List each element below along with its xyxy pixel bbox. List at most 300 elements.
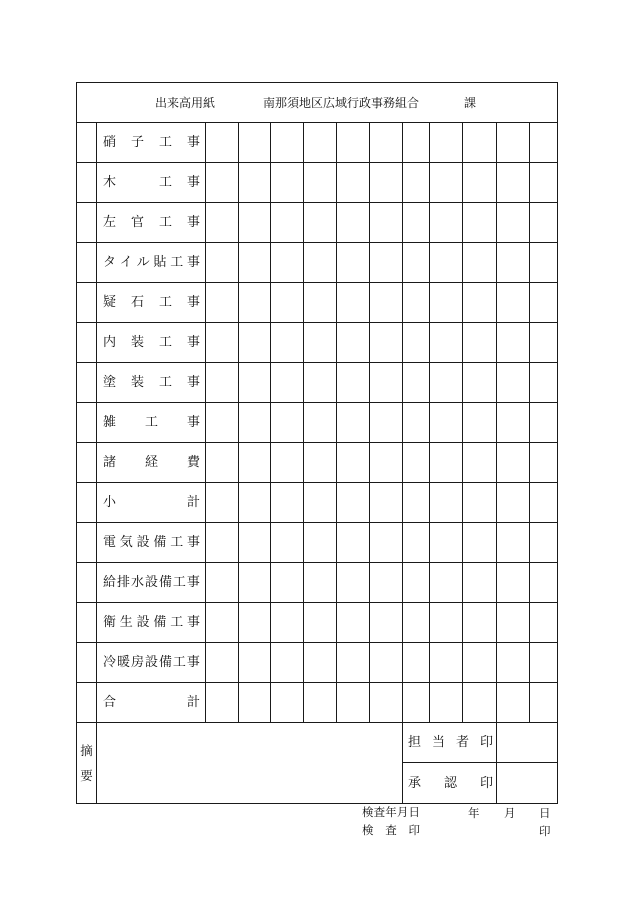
row-margin-cell — [77, 563, 97, 603]
amount-cell — [271, 243, 304, 283]
label-char: 事 — [186, 375, 200, 390]
label-char: 事 — [186, 295, 200, 310]
label-char: 年 — [385, 805, 397, 820]
amount-cell — [206, 483, 239, 523]
amount-cell — [304, 523, 337, 563]
organization-name: 南那須地区広域行政事務組合 — [263, 95, 420, 110]
row-margin-cell — [77, 163, 97, 203]
label-char: 担 — [408, 735, 422, 750]
work-item-row — [77, 643, 558, 683]
work-item-label — [103, 536, 200, 549]
amount-cell — [403, 603, 430, 643]
amount-cell — [337, 243, 370, 283]
label-char: 硝 — [103, 135, 117, 150]
amount-cell — [497, 203, 530, 243]
label-char: 認 — [443, 775, 457, 791]
amount-cell — [271, 523, 304, 563]
label-char: 冷 — [103, 655, 117, 670]
label-char: 水 — [130, 575, 144, 590]
amount-cell — [430, 523, 463, 563]
amount-cell — [239, 603, 271, 643]
amount-cell — [337, 523, 370, 563]
amount-cell — [403, 563, 430, 603]
row-margin-cell — [77, 483, 97, 523]
label-char: 工 — [170, 535, 184, 550]
amount-cell — [463, 283, 497, 323]
inspection-seal-line — [0, 822, 600, 840]
amount-cell — [403, 243, 430, 283]
work-item-label-cell — [97, 123, 206, 163]
work-item-row — [77, 283, 558, 323]
work-item-label-cell — [97, 563, 206, 603]
form-header-cell — [77, 83, 558, 123]
amount-cell — [370, 643, 403, 683]
label-char: 事 — [186, 255, 200, 270]
form-header-row — [77, 83, 558, 123]
amount-cell — [430, 363, 463, 403]
amount-cell — [370, 403, 403, 443]
amount-cell — [530, 323, 558, 363]
amount-cell — [337, 163, 370, 203]
amount-cell — [497, 523, 530, 563]
amount-cell — [337, 283, 370, 323]
row-margin-cell — [77, 523, 97, 563]
work-item-row — [77, 403, 558, 443]
amount-cell — [430, 323, 463, 363]
form-header-section — [77, 83, 558, 123]
progress-form-table — [76, 82, 558, 804]
work-item-label-cell — [97, 203, 206, 243]
amount-cell — [403, 323, 430, 363]
amount-cell — [403, 283, 430, 323]
amount-cell — [403, 163, 430, 203]
approval-seal-label-cell — [403, 763, 497, 804]
label-char: 内 — [103, 335, 117, 350]
amount-cell — [239, 163, 271, 203]
label-char: 官 — [130, 215, 144, 230]
label-char: 査 — [385, 823, 397, 838]
amount-cell — [463, 643, 497, 683]
label-char: 子 — [130, 135, 144, 150]
amount-cell — [370, 243, 403, 283]
amount-cell — [337, 403, 370, 443]
work-item-label — [103, 656, 200, 669]
label-char: 事 — [186, 215, 200, 230]
amount-cell — [403, 403, 430, 443]
label-char: 日 — [408, 805, 420, 820]
work-item-label — [103, 496, 200, 509]
amount-cell — [206, 403, 239, 443]
work-item-label-cell — [97, 443, 206, 483]
inspection-date-line — [0, 804, 600, 822]
label-char: 承 — [408, 775, 422, 791]
row-margin-cell — [77, 683, 97, 723]
amount-cell — [463, 363, 497, 403]
work-item-row — [77, 483, 558, 523]
amount-cell — [497, 603, 530, 643]
amount-cell — [271, 123, 304, 163]
amount-cell — [304, 363, 337, 403]
work-item-row — [77, 323, 558, 363]
work-item-label — [103, 256, 200, 269]
row-margin-cell — [77, 243, 97, 283]
amount-cell — [463, 163, 497, 203]
work-item-label-cell — [97, 523, 206, 563]
work-item-row — [77, 443, 558, 483]
amount-cell — [206, 563, 239, 603]
label-char: 計 — [186, 495, 200, 510]
amount-cell — [497, 123, 530, 163]
work-item-label-cell — [97, 363, 206, 403]
staff-seal-box — [497, 723, 558, 763]
amount-cell — [337, 643, 370, 683]
amount-cell — [304, 123, 337, 163]
work-item-label-cell — [97, 283, 206, 323]
label-char: 当 — [431, 735, 445, 750]
label-char: 設 — [144, 655, 158, 670]
inspection-date-label — [362, 804, 420, 822]
amount-cell — [239, 683, 271, 723]
amount-cell — [530, 403, 558, 443]
label-char: 月 — [396, 805, 409, 820]
amount-cell — [463, 683, 497, 723]
label-char: 事 — [186, 415, 200, 430]
work-item-row — [77, 203, 558, 243]
amount-cell — [430, 203, 463, 243]
amount-cell — [430, 283, 463, 323]
amount-cell — [304, 203, 337, 243]
staff-seal-label-cell — [403, 723, 497, 763]
label-char: 排 — [116, 575, 130, 590]
amount-cell — [239, 443, 271, 483]
amount-cell — [271, 563, 304, 603]
amount-cell — [206, 683, 239, 723]
label-char: 暖 — [116, 655, 130, 670]
label-char: 査 — [373, 805, 386, 820]
amount-cell — [370, 123, 403, 163]
amount-cell — [239, 523, 271, 563]
amount-cell — [304, 243, 337, 283]
amount-cell — [530, 123, 558, 163]
amount-cell — [239, 323, 271, 363]
label-char: 備 — [158, 575, 172, 590]
label-char: 費 — [186, 455, 200, 470]
label-char: 工 — [172, 655, 186, 670]
amount-cell — [206, 283, 239, 323]
label-char: 工 — [158, 175, 172, 190]
amount-cell — [239, 363, 271, 403]
label-char: 生 — [119, 615, 133, 630]
remarks-row-staff — [77, 723, 558, 763]
amount-cell — [403, 443, 430, 483]
amount-cell — [463, 443, 497, 483]
amount-cell — [370, 363, 403, 403]
amount-cell — [337, 483, 370, 523]
label-char: 装 — [130, 335, 144, 350]
work-item-label-cell — [97, 603, 206, 643]
label-char: 事 — [186, 575, 200, 590]
label-char: タ — [103, 255, 117, 270]
amount-cell — [239, 563, 271, 603]
amount-cell — [530, 563, 558, 603]
amount-cell — [530, 243, 558, 283]
label-char: 工 — [144, 415, 158, 430]
amount-cell — [463, 603, 497, 643]
amount-cell — [304, 443, 337, 483]
row-margin-cell — [77, 603, 97, 643]
amount-cell — [239, 283, 271, 323]
remarks-area — [97, 723, 403, 804]
amount-cell — [370, 603, 403, 643]
amount-cell — [370, 563, 403, 603]
amount-cell — [530, 283, 558, 323]
amount-cell — [430, 123, 463, 163]
label-char: 合 — [103, 695, 117, 710]
row-margin-cell — [77, 643, 97, 683]
work-item-label — [103, 416, 200, 429]
label-char: 印 — [479, 735, 493, 750]
amount-cell — [430, 443, 463, 483]
row-margin-cell — [77, 283, 97, 323]
work-item-label — [103, 696, 200, 709]
label-char: 工 — [158, 375, 172, 390]
amount-cell — [430, 243, 463, 283]
amount-cell — [337, 683, 370, 723]
label-char: 備 — [158, 655, 172, 670]
label-char: ル — [136, 255, 150, 270]
work-item-label-cell — [97, 643, 206, 683]
amount-cell — [430, 563, 463, 603]
amount-cell — [530, 683, 558, 723]
amount-cell — [337, 323, 370, 363]
amount-cell — [271, 203, 304, 243]
amount-cell — [403, 123, 430, 163]
amount-cell — [497, 243, 530, 283]
work-item-label — [103, 576, 200, 589]
label-char: 印 — [408, 823, 420, 838]
amount-cell — [530, 483, 558, 523]
amount-cell — [497, 443, 530, 483]
amount-cell — [271, 483, 304, 523]
amount-cell — [370, 323, 403, 363]
label-char: イ — [119, 255, 133, 270]
label-char: 電 — [103, 535, 117, 550]
row-margin-cell — [77, 443, 97, 483]
work-item-label — [103, 296, 200, 309]
amount-cell — [403, 683, 430, 723]
label-char: 小 — [103, 495, 117, 510]
work-item-row — [77, 683, 558, 723]
label-char: 塗 — [103, 375, 117, 390]
label-char: 房 — [130, 655, 144, 670]
label-char: 工 — [158, 335, 172, 350]
label-char: 事 — [186, 175, 200, 190]
label-char: 気 — [119, 535, 133, 550]
amount-cell — [239, 243, 271, 283]
work-item-label — [103, 376, 200, 389]
work-item-label-cell — [97, 483, 206, 523]
label-char: 工 — [170, 255, 184, 270]
label-char: 工 — [170, 615, 184, 630]
row-margin-cell — [77, 203, 97, 243]
amount-cell — [206, 123, 239, 163]
label-char: 木 — [103, 175, 117, 190]
amount-cell — [463, 203, 497, 243]
amount-cell — [530, 523, 558, 563]
work-item-label — [103, 136, 200, 149]
amount-cell — [337, 603, 370, 643]
amount-cell — [337, 363, 370, 403]
inspection-seal-label — [362, 822, 420, 840]
amount-cell — [497, 323, 530, 363]
amount-cell — [430, 483, 463, 523]
approval-seal-label — [408, 777, 493, 790]
inspection-year-unit: 年 — [468, 806, 480, 820]
work-item-label — [103, 176, 200, 189]
amount-cell — [370, 283, 403, 323]
amount-cell — [530, 443, 558, 483]
work-item-row — [77, 363, 558, 403]
label-char: 設 — [136, 615, 150, 630]
label-char: 事 — [186, 535, 200, 550]
work-item-label-cell — [97, 683, 206, 723]
label-char: 工 — [172, 575, 186, 590]
amount-cell — [463, 563, 497, 603]
amount-cell — [430, 163, 463, 203]
amount-cell — [370, 523, 403, 563]
amount-cell — [304, 403, 337, 443]
amount-cell — [271, 283, 304, 323]
amount-cell — [430, 683, 463, 723]
amount-cell — [497, 483, 530, 523]
work-item-label — [103, 616, 200, 629]
label-char: 備 — [153, 615, 167, 630]
amount-cell — [430, 643, 463, 683]
label-char: 経 — [144, 455, 158, 470]
form-header — [77, 83, 557, 122]
inspection-month-unit: 月 — [504, 806, 516, 820]
amount-cell — [271, 403, 304, 443]
label-char: 雑 — [103, 415, 117, 430]
amount-cell — [430, 403, 463, 443]
amount-cell — [271, 643, 304, 683]
label-char: 印 — [479, 775, 493, 791]
label-char: 事 — [186, 655, 200, 670]
work-item-row — [77, 163, 558, 203]
amount-cell — [304, 483, 337, 523]
work-item-label — [103, 456, 200, 469]
amount-cell — [337, 563, 370, 603]
amount-cell — [206, 363, 239, 403]
amount-cell — [206, 643, 239, 683]
amount-cell — [271, 443, 304, 483]
amount-cell — [239, 403, 271, 443]
row-margin-cell — [77, 123, 97, 163]
amount-cell — [337, 443, 370, 483]
label-char: 事 — [186, 615, 200, 630]
label-char: 計 — [186, 695, 200, 710]
amount-cell — [530, 363, 558, 403]
amount-cell — [271, 323, 304, 363]
amount-cell — [463, 523, 497, 563]
amount-cell — [271, 163, 304, 203]
label-char: 工 — [158, 295, 172, 310]
amount-cell — [239, 123, 271, 163]
amount-cell — [497, 163, 530, 203]
amount-cell — [463, 323, 497, 363]
amount-cell — [497, 563, 530, 603]
amount-cell — [304, 323, 337, 363]
amount-cell — [463, 483, 497, 523]
amount-cell — [370, 683, 403, 723]
amount-cell — [206, 163, 239, 203]
label-char: 左 — [103, 215, 117, 230]
amount-cell — [271, 363, 304, 403]
amount-cell — [463, 243, 497, 283]
amount-cell — [497, 363, 530, 403]
work-item-label-cell — [97, 163, 206, 203]
work-item-label — [103, 216, 200, 229]
amount-cell — [403, 363, 430, 403]
label-char: 設 — [136, 535, 150, 550]
work-item-row — [77, 603, 558, 643]
amount-cell — [430, 603, 463, 643]
label-char: 給 — [103, 575, 117, 590]
amount-cell — [206, 203, 239, 243]
amount-cell — [206, 443, 239, 483]
amount-cell — [403, 523, 430, 563]
amount-cell — [530, 603, 558, 643]
amount-cell — [206, 603, 239, 643]
work-item-label-cell — [97, 243, 206, 283]
amount-cell — [530, 203, 558, 243]
amount-cell — [370, 443, 403, 483]
amount-cell — [239, 203, 271, 243]
amount-cell — [271, 683, 304, 723]
label-char: 工 — [158, 135, 172, 150]
label-char: 事 — [186, 135, 200, 150]
row-margin-cell — [77, 403, 97, 443]
label-char: 事 — [186, 335, 200, 350]
amount-cell — [304, 283, 337, 323]
amount-cell — [497, 643, 530, 683]
amount-cell — [206, 323, 239, 363]
amount-cell — [497, 403, 530, 443]
label-char: 者 — [455, 735, 469, 750]
amount-cell — [337, 203, 370, 243]
label-char: 備 — [153, 535, 167, 550]
work-item-rows — [77, 123, 558, 723]
department-suffix: 課 — [464, 95, 477, 110]
amount-cell — [403, 483, 430, 523]
label-char: 装 — [130, 375, 144, 390]
label-char: 検 — [362, 805, 374, 820]
label-char: 貼 — [153, 255, 167, 270]
amount-cell — [463, 403, 497, 443]
inspection-day-unit: 日 — [539, 806, 551, 820]
label-char: 工 — [158, 215, 172, 230]
amount-cell — [304, 643, 337, 683]
amount-cell — [530, 163, 558, 203]
staff-seal-label — [408, 736, 493, 749]
amount-cell — [370, 163, 403, 203]
approval-seal-box — [497, 763, 558, 804]
amount-cell — [370, 483, 403, 523]
amount-cell — [271, 603, 304, 643]
work-item-row — [77, 243, 558, 283]
amount-cell — [403, 203, 430, 243]
label-char: 検 — [362, 823, 374, 838]
